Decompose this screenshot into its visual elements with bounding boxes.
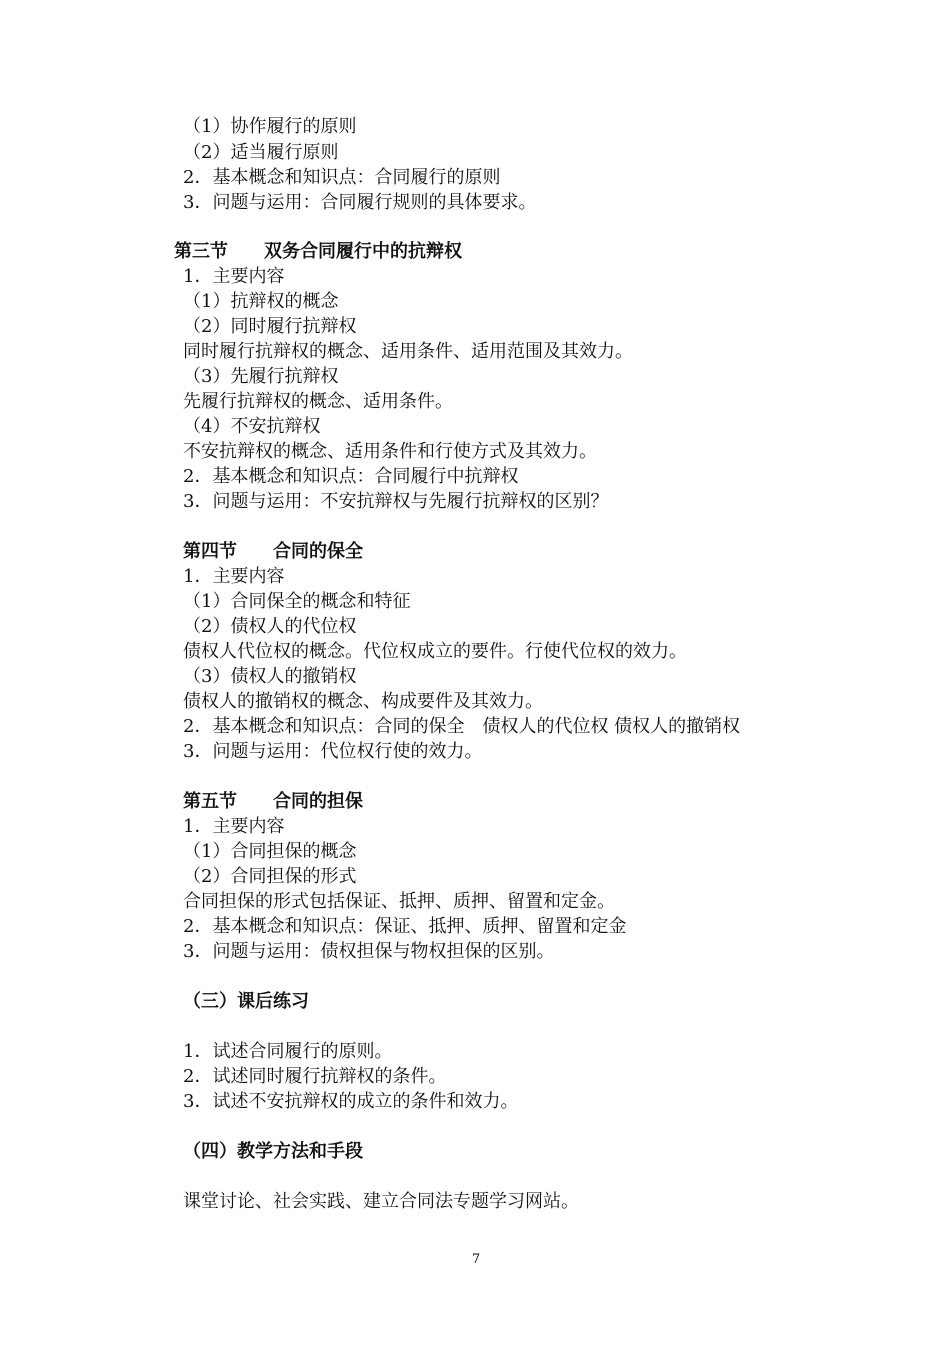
concepts-line: 2．基本概念和知识点：合同履行中抗辩权 [183, 466, 519, 487]
list-item: （1）抗辩权的概念 [183, 291, 339, 312]
exercise-item: 3．试述不安抗辩权的成立的条件和效力。 [183, 1091, 519, 1112]
questions-line: 3．问题与运用：债权担保与物权担保的区别。 [183, 941, 555, 962]
methods-text: 课堂讨论、社会实践、建立合同法专题学习网站。 [183, 1191, 579, 1212]
list-item: （1）协作履行的原则 [183, 116, 357, 137]
item-description: 合同担保的形式包括保证、抵押、质押、留置和定金。 [183, 891, 615, 912]
main-content-label: 1．主要内容 [183, 566, 285, 587]
exercises-heading: （三）课后练习 [183, 991, 309, 1012]
item-description: 不安抗辩权的概念、适用条件和行使方式及其效力。 [183, 441, 597, 462]
page-number: 7 [471, 1252, 481, 1267]
section-heading: 第五节 合同的担保 [183, 791, 363, 812]
main-content-label: 1．主要内容 [183, 266, 285, 287]
questions-line: 3．问题与运用：不安抗辩权与先履行抗辩权的区别？ [183, 491, 609, 512]
list-item: （2）合同担保的形式 [183, 866, 357, 887]
item-description: 债权人的撤销权的概念、构成要件及其效力。 [183, 691, 543, 712]
item-description: 先履行抗辩权的概念、适用条件。 [183, 391, 453, 412]
list-item: （3）债权人的撤销权 [183, 666, 357, 687]
main-content-label: 1．主要内容 [183, 816, 285, 837]
list-item: （1）合同担保的概念 [183, 841, 357, 862]
section-heading: 第三节 双务合同履行中的抗辩权 [174, 241, 462, 262]
list-item: （2）适当履行原则 [183, 142, 339, 163]
questions-line: 3．问题与运用：代位权行使的效力。 [183, 741, 483, 762]
methods-heading: （四）教学方法和手段 [183, 1141, 363, 1162]
concepts-line: 2．基本概念和知识点：保证、抵押、质押、留置和定金 [183, 916, 627, 937]
item-description: 债权人代位权的概念。代位权成立的要件。行使代位权的效力。 [183, 641, 687, 662]
section-heading: 第四节 合同的保全 [183, 541, 363, 562]
list-item: （1）合同保全的概念和特征 [183, 591, 411, 612]
list-item: （4）不安抗辩权 [183, 416, 321, 437]
concepts-line: 2．基本概念和知识点：合同的保全 债权人的代位权 债权人的撤销权 [183, 716, 741, 737]
questions-line: 3．问题与运用：合同履行规则的具体要求。 [183, 192, 537, 213]
list-item: （2）同时履行抗辩权 [183, 316, 357, 337]
exercise-item: 1．试述合同履行的原则。 [183, 1041, 393, 1062]
list-item: （3）先履行抗辩权 [183, 366, 339, 387]
exercise-item: 2．试述同时履行抗辩权的条件。 [183, 1066, 447, 1087]
item-description: 同时履行抗辩权的概念、适用条件、适用范围及其效力。 [183, 341, 633, 362]
list-item: （2）债权人的代位权 [183, 616, 357, 637]
concepts-line: 2．基本概念和知识点：合同履行的原则 [183, 167, 501, 188]
